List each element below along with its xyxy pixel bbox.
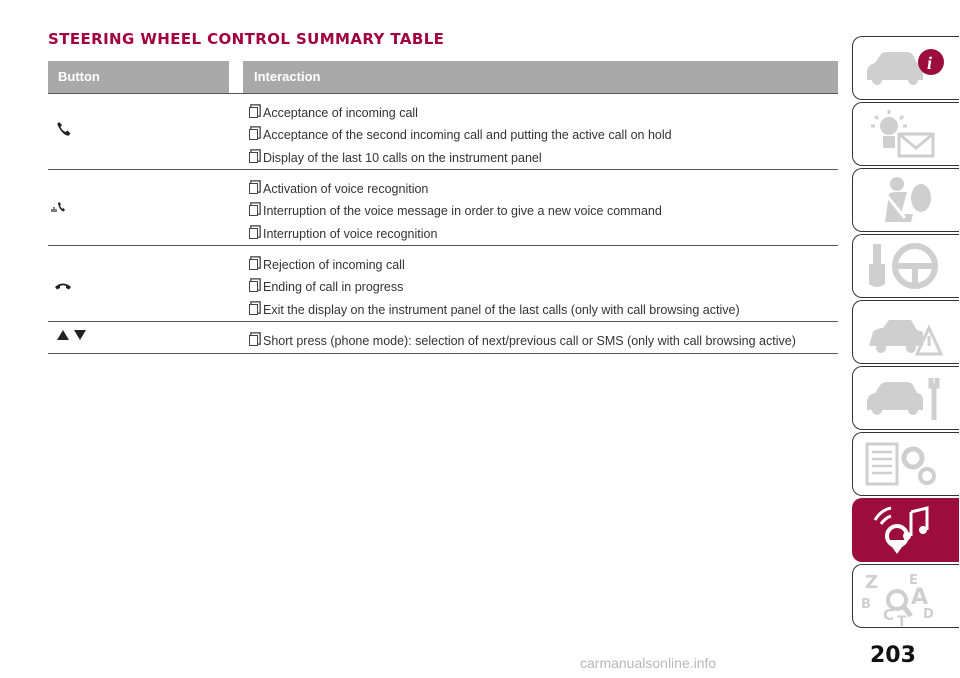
car-info-icon	[861, 42, 951, 94]
tab-multimedia[interactable]	[852, 498, 959, 562]
list-item: Acceptance of the second incoming call and putting the active call on hold	[249, 127, 672, 143]
checkbox-bullet-icon	[249, 335, 258, 346]
tab-car-info[interactable]	[852, 36, 959, 100]
checkbox-bullet-icon	[249, 129, 258, 140]
car-service-wrench-icon	[861, 372, 951, 424]
checkbox-bullet-icon	[249, 107, 258, 118]
tab-index[interactable]	[852, 564, 959, 628]
tab-servicing[interactable]	[852, 366, 959, 430]
svg-text:A: A	[911, 585, 929, 610]
page-number: 203	[870, 643, 916, 668]
svg-text:i: i	[927, 53, 933, 73]
checkbox-bullet-icon	[249, 259, 258, 270]
tab-technical-specs[interactable]	[852, 432, 959, 496]
multimedia-music-icon	[861, 504, 951, 556]
checkbox-bullet-icon	[249, 152, 258, 163]
watermark: carmanualsonline.info	[580, 655, 717, 671]
list-item: Rejection of incoming call	[249, 257, 405, 273]
emergency-car-icon	[861, 306, 951, 358]
svg-text:T: T	[897, 614, 907, 626]
list-item: Activation of voice recognition	[249, 181, 428, 197]
warning-light-message-icon	[861, 108, 951, 160]
svg-text:Z: Z	[865, 572, 879, 593]
safety-seatbelt-airbag-icon	[861, 174, 951, 226]
table-row	[48, 94, 838, 170]
page-title: STEERING WHEEL CONTROL SUMMARY TABLE	[48, 30, 445, 48]
specs-gears-icon	[861, 438, 951, 490]
tab-starting-driving[interactable]	[852, 234, 959, 298]
tab-safety[interactable]	[852, 168, 959, 232]
list-item: Display of the last 10 calls on the instrument panel	[249, 150, 542, 166]
column-header-interaction: Interaction	[254, 69, 321, 84]
key-steering-wheel-icon	[861, 240, 951, 292]
list-item: Interruption of voice recognition	[249, 226, 437, 242]
alphabetical-index-icon	[861, 570, 951, 626]
phone-answer-icon	[56, 121, 116, 142]
checkbox-bullet-icon	[249, 281, 258, 292]
column-header-button: Button	[58, 69, 100, 84]
tab-warning-lights[interactable]	[852, 102, 959, 166]
phone-hangup-icon	[54, 278, 114, 296]
list-item: Short press (phone mode): selection of next/previous call or SMS (only with call browsing active)	[249, 333, 796, 349]
table-row	[48, 246, 838, 322]
header-separator	[229, 61, 243, 93]
svg-text:D: D	[923, 607, 934, 622]
list-item: Ending of call in progress	[249, 279, 403, 295]
table-row	[48, 170, 838, 246]
table-row	[48, 322, 838, 354]
checkbox-bullet-icon	[249, 183, 258, 194]
voice-recognition-icon	[50, 199, 110, 220]
up-down-arrows-icon	[56, 328, 116, 346]
checkbox-bullet-icon	[249, 228, 258, 239]
svg-text:B: B	[861, 597, 871, 612]
svg-text:C: C	[883, 606, 895, 624]
tab-emergency[interactable]	[852, 300, 959, 364]
checkbox-bullet-icon	[249, 304, 258, 315]
list-item: Acceptance of incoming call	[249, 105, 418, 121]
table-header	[48, 61, 838, 94]
list-item: Exit the display on the instrument panel of the last calls (only with call browsing active)	[249, 302, 740, 318]
list-item: Interruption of the voice message in order to give a new voice command	[249, 203, 662, 219]
checkbox-bullet-icon	[249, 205, 258, 216]
svg-text:E: E	[909, 573, 918, 588]
